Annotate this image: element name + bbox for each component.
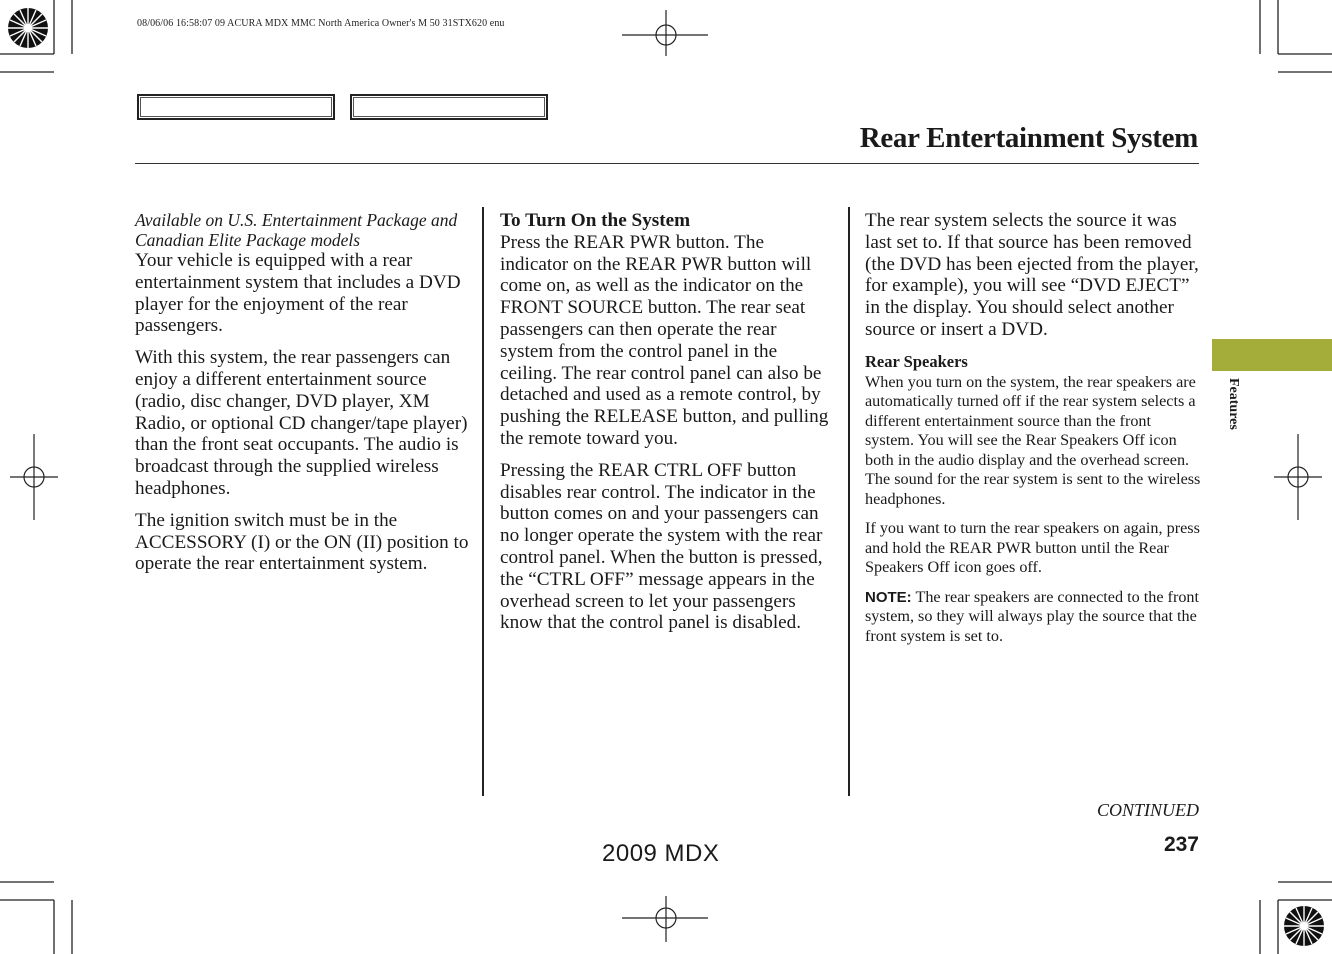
note-text: The rear speakers are connected to the front system, so they will always play the source that the front system is set to. — [865, 587, 1200, 645]
print-header: 08/06/06 16:58:07 09 ACURA MDX MMC North America Owner's M 50 31STX620 enu — [137, 18, 505, 29]
header-tab-box-right — [350, 94, 548, 120]
note — [865, 588, 1202, 647]
page-title: Rear Entertainment System — [859, 122, 1198, 154]
crosshair-top-icon — [622, 10, 708, 56]
title-rule — [135, 163, 1199, 164]
registration-sunburst-top-left-icon — [8, 8, 48, 48]
page-number: 237 — [1163, 833, 1199, 856]
column-3 — [865, 210, 1202, 656]
paragraph: The rear system selects the source it was last set to. If that source has been removed (the DVD has been ejected from the player, for example), you will see “DVD EJECT” in the display. You should select another source or insert a DVD. — [865, 210, 1199, 340]
availability-note: Available on U.S. Entertainment Package and Canadian Elite Package models — [135, 210, 458, 250]
column-1 — [135, 210, 475, 585]
continued-label: CONTINUED — [1096, 800, 1199, 820]
model-footer: 2009 MDX — [602, 840, 720, 867]
column-2 — [500, 210, 834, 644]
header-tab-box-left — [137, 94, 335, 120]
note-label: NOTE: — [865, 588, 912, 606]
section-tab — [1212, 339, 1332, 371]
paragraph: When you turn on the system, the rear speakers are automatically turned off if the rear system selects a different entertainment source than the front system. You will see the Rear Speakers Off icon both in the audio display and the overhead screen. The sound for the rear system is sent to the wireless headphones. — [865, 372, 1201, 508]
crosshair-right-icon — [1274, 434, 1322, 520]
column-divider — [482, 207, 484, 796]
section-tab-label: Features — [1226, 378, 1241, 430]
paragraph: If you want to turn the rear speakers on again, press and hold the REAR PWR button until the Rear Speakers Off icon goes off. — [865, 519, 1200, 577]
paragraph: Pressing the REAR CTRL OFF button disables rear control. The indicator in the button comes on and your passengers can no longer operate the system with the rear control panel. When the button is pressed, the “CTRL OFF” message appears in the overhead screen to let your passengers know that the control panel is disabled. — [500, 459, 823, 634]
paragraph: With this system, the rear passengers can enjoy a different entertainment source (radio, disc changer, DVD player, XM Radio, or optional CD changer/tape player) than the front seat occupants. The audio is broadcast through the supplied wireless headphones. — [135, 347, 468, 499]
paragraph: The ignition switch must be in the ACCESSORY (I) or the ON (II) position to operate the rear entertainment system. — [135, 509, 469, 575]
registration-sunburst-bottom-right-icon — [1284, 906, 1324, 946]
crosshair-bottom-icon — [622, 896, 708, 942]
crosshair-left-icon — [10, 434, 58, 520]
paragraph: Your vehicle is equipped with a rear entertainment system that includes a DVD player for the enjoyment of the rear passengers. — [135, 250, 461, 337]
paragraph: Press the REAR PWR button. The indicator on the REAR PWR button will come on, as well as the indicator on the FRONT SOURCE button. The rear seat passengers can then operate the rear system from the control panel in the ceiling. The rear control panel can also be detached and used as a remote control, by pushing the RELEASE button, and pulling the remote toward you. — [500, 231, 829, 449]
subheading: Rear Speakers — [865, 351, 968, 371]
section-heading: To Turn On the System — [500, 210, 691, 231]
column-divider — [848, 207, 850, 796]
